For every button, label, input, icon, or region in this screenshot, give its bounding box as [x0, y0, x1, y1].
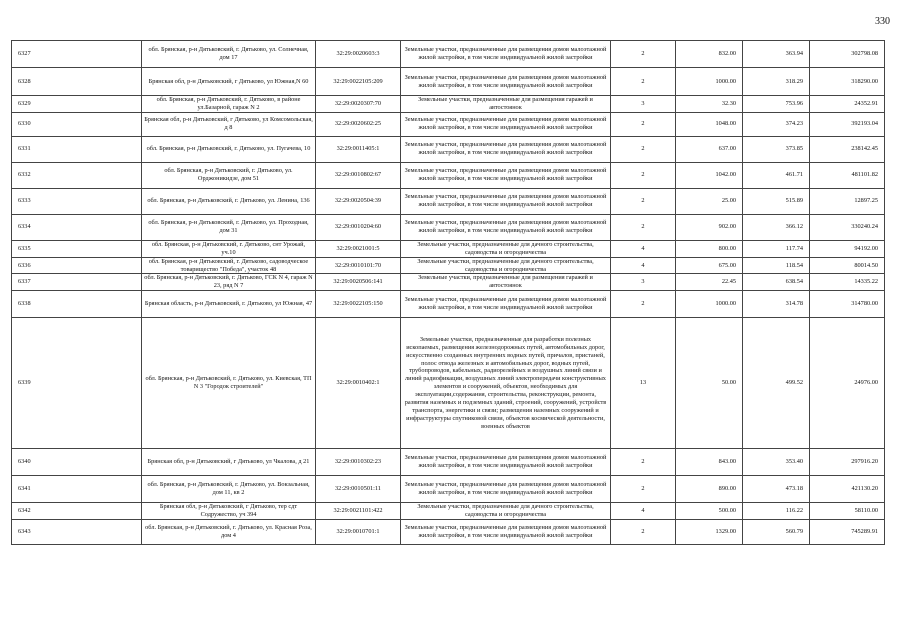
- address-cell: Брянская обл, р-н Дятьковский, г Дятьково, ул Комсомольская, д 8: [142, 112, 316, 136]
- cadastral-number-cell: 32:29:0010701:1: [316, 520, 401, 545]
- specific-value-cell: 117.74: [743, 240, 810, 257]
- land-use-cell: Земельные участки, предназначенные для размещения домов малоэтажной жилой застройки, в том числе индивидуальной жилой застройки: [401, 136, 611, 162]
- land-registry-table: [11, 40, 885, 545]
- land-use-cell: Земельные участки, предназначенные для размещения домов малоэтажной жилой застройки, в том числе индивидуальной жилой застройки: [401, 112, 611, 136]
- row-number-cell: 6336: [12, 257, 142, 274]
- land-use-cell: Земельные участки, предназначенные для размещения домов малоэтажной жилой застройки, в том числе индивидуальной жилой застройки: [401, 520, 611, 545]
- area-cell: 1329.00: [676, 520, 743, 545]
- specific-value-cell: 374.23: [743, 112, 810, 136]
- table-row: [12, 274, 885, 291]
- address-cell: обл. Брянская, р-н Дятьковский, г. Дятьково, ул. Орджоникидзе, дом 51: [142, 162, 316, 188]
- land-use-cell: Земельные участки, предназначенные для размещения гаражей и автостоянок: [401, 96, 611, 113]
- cadastral-number-cell: 32:29:0010402:1: [316, 318, 401, 449]
- specific-value-cell: 118.54: [743, 257, 810, 274]
- row-number-cell: 6333: [12, 188, 142, 214]
- specific-value-cell: 499.52: [743, 318, 810, 449]
- cadastral-number-cell: 32:29:0010204:60: [316, 214, 401, 240]
- area-cell: 1000.00: [676, 68, 743, 96]
- area-cell: 902.00: [676, 214, 743, 240]
- cadastral-number-cell: 32:29:0010302:23: [316, 449, 401, 476]
- area-cell: 890.00: [676, 476, 743, 503]
- cadastral-number-cell: 32:29:0010101:70: [316, 257, 401, 274]
- category-cell: 2: [611, 136, 676, 162]
- category-cell: 3: [611, 274, 676, 291]
- cadastral-value-cell: 12897.25: [810, 188, 885, 214]
- address-cell: обл. Брянская, р-н Дятьковский, г. Дятьково, ул. Киевская, ТП N 3 "Городок строителей": [142, 318, 316, 449]
- area-cell: 832.00: [676, 41, 743, 68]
- cadastral-value-cell: 14335.22: [810, 274, 885, 291]
- address-cell: обл. Брянская, р-н Дятьковский, г. Дятьково, ул. Солнечная, дом 17: [142, 41, 316, 68]
- row-number-cell: 6335: [12, 240, 142, 257]
- category-cell: 2: [611, 449, 676, 476]
- table-row: [12, 96, 885, 113]
- area-cell: 32.30: [676, 96, 743, 113]
- category-cell: 2: [611, 214, 676, 240]
- specific-value-cell: 515.89: [743, 188, 810, 214]
- category-cell: 2: [611, 41, 676, 68]
- land-use-cell: Земельные участки, предназначенные для размещения домов малоэтажной жилой застройки, в том числе индивидуальной жилой застройки: [401, 214, 611, 240]
- specific-value-cell: 116.22: [743, 503, 810, 520]
- cadastral-value-cell: 94192.00: [810, 240, 885, 257]
- category-cell: 2: [611, 112, 676, 136]
- land-use-cell: Земельные участки, предназначенные для размещения домов малоэтажной жилой застройки, в том числе индивидуальной жилой застройки: [401, 162, 611, 188]
- address-cell: обл. Брянская, р-н Дятьковский, г. Дятьково, ул. Пугачева, 10: [142, 136, 316, 162]
- area-cell: 675.00: [676, 257, 743, 274]
- specific-value-cell: 753.96: [743, 96, 810, 113]
- area-cell: 1042.00: [676, 162, 743, 188]
- table-row: [12, 291, 885, 318]
- table-row: [12, 257, 885, 274]
- row-number-cell: 6328: [12, 68, 142, 96]
- cadastral-value-cell: 302798.08: [810, 41, 885, 68]
- cadastral-value-cell: 421130.20: [810, 476, 885, 503]
- land-use-cell: Земельные участки, предназначенные для дачного строительства, садоводства и огородничества: [401, 257, 611, 274]
- row-number-cell: 6339: [12, 318, 142, 449]
- area-cell: 800.00: [676, 240, 743, 257]
- specific-value-cell: 461.71: [743, 162, 810, 188]
- cadastral-value-cell: 238142.45: [810, 136, 885, 162]
- address-cell: обл. Брянская, р-н Дятьковский, г. Дятьково, ул. Красная Роза, дом 4: [142, 520, 316, 545]
- table-row: [12, 188, 885, 214]
- specific-value-cell: 473.18: [743, 476, 810, 503]
- category-cell: 2: [611, 68, 676, 96]
- row-number-cell: 6334: [12, 214, 142, 240]
- address-cell: обл. Брянская, р-н Дятьковский, г. Дятьково, снт Урожай, уч.10: [142, 240, 316, 257]
- cadastral-value-cell: 392193.04: [810, 112, 885, 136]
- specific-value-cell: 366.12: [743, 214, 810, 240]
- table-row: [12, 240, 885, 257]
- cadastral-number-cell: 32:29:0010802:67: [316, 162, 401, 188]
- cadastral-value-cell: 330240.24: [810, 214, 885, 240]
- cadastral-value-cell: 24976.00: [810, 318, 885, 449]
- address-cell: обл. Брянская, р-н Дятьковский, г. Дятьково, садоводческое товарищество "Победа", участок 48: [142, 257, 316, 274]
- table-row: [12, 112, 885, 136]
- row-number-cell: 6341: [12, 476, 142, 503]
- land-use-cell: Земельные участки, предназначенные для дачного строительства, садоводства и огородничества: [401, 503, 611, 520]
- land-use-cell: Земельные участки, предназначенные для размещения гаражей и автостоянок: [401, 274, 611, 291]
- category-cell: 13: [611, 318, 676, 449]
- address-cell: Брянская обл, р-н Дятьковский, г Дятьково, ул Южная,N 60: [142, 68, 316, 96]
- address-cell: Брянская обл, р-н Дятьковский, г Дятьково, тер сдт Содружество, уч 394: [142, 503, 316, 520]
- row-number-cell: 6329: [12, 96, 142, 113]
- specific-value-cell: 318.29: [743, 68, 810, 96]
- cadastral-number-cell: 32:29:0022105:150: [316, 291, 401, 318]
- land-use-cell: Земельные участки, предназначенные для разработки полезных ископаемых, размещения железнодорожных путей, автомобильных дорог, искусственно созданных внутренних водных путей, причалов, пристаней, полос отвода железных и автомобильных дорог, водных путей, трубопроводов, кабельных, радиорелейных и воздушных линий связи и линий радиофикации, воздушных линий электропередачи конструктивных элементов и сооружений, объектов, необходимых для эксплуатации,содержания, строительства, реконструкции, ремонта, развития наземных и подземных зданий, строений, сооружений, устройств транспорта, энергетики и связи; размещения наземных сооружений и инфраструктуры спутниковой связи, объектов космической деятельности, военных объектов: [401, 318, 611, 449]
- area-cell: 25.00: [676, 188, 743, 214]
- cadastral-value-cell: 745289.91: [810, 520, 885, 545]
- specific-value-cell: 560.79: [743, 520, 810, 545]
- row-number-cell: 6340: [12, 449, 142, 476]
- table-row: [12, 214, 885, 240]
- specific-value-cell: 353.40: [743, 449, 810, 476]
- row-number-cell: 6332: [12, 162, 142, 188]
- category-cell: 4: [611, 240, 676, 257]
- specific-value-cell: 314.78: [743, 291, 810, 318]
- row-number-cell: 6338: [12, 291, 142, 318]
- category-cell: 2: [611, 291, 676, 318]
- cadastral-number-cell: 32:29:0011405:1: [316, 136, 401, 162]
- address-cell: обл. Брянская, р-н Дятьковский, г. Дятьково, ул. Проходная, дом 31: [142, 214, 316, 240]
- table-row: [12, 503, 885, 520]
- table-row: [12, 41, 885, 68]
- area-cell: 1000.00: [676, 291, 743, 318]
- cadastral-value-cell: 481101.82: [810, 162, 885, 188]
- area-cell: 22.45: [676, 274, 743, 291]
- cadastral-number-cell: 32:29:0021001:5: [316, 240, 401, 257]
- cadastral-value-cell: 314780.00: [810, 291, 885, 318]
- cadastral-number-cell: 32:29:0020506:141: [316, 274, 401, 291]
- area-cell: 50.00: [676, 318, 743, 449]
- category-cell: 2: [611, 476, 676, 503]
- category-cell: 3: [611, 96, 676, 113]
- area-cell: 500.00: [676, 503, 743, 520]
- category-cell: 2: [611, 520, 676, 545]
- land-use-cell: Земельные участки, предназначенные для размещения домов малоэтажной жилой застройки, в том числе индивидуальной жилой застройки: [401, 188, 611, 214]
- table-row: [12, 162, 885, 188]
- land-use-cell: Земельные участки, предназначенные для размещения домов малоэтажной жилой застройки, в том числе индивидуальной жилой застройки: [401, 68, 611, 96]
- table-row: [12, 136, 885, 162]
- area-cell: 637.00: [676, 136, 743, 162]
- table-row: [12, 476, 885, 503]
- cadastral-number-cell: 32:29:0010501:11: [316, 476, 401, 503]
- land-use-cell: Земельные участки, предназначенные для размещения домов малоэтажной жилой застройки, в том числе индивидуальной жилой застройки: [401, 476, 611, 503]
- address-cell: обл. Брянская, р-н Дятьковский, г. Дятьково, ГСК N 4, гараж N 23, ряд N 7: [142, 274, 316, 291]
- cadastral-number-cell: 32:29:0021101:422: [316, 503, 401, 520]
- category-cell: 2: [611, 162, 676, 188]
- area-cell: 1048.00: [676, 112, 743, 136]
- cadastral-value-cell: 58110.00: [810, 503, 885, 520]
- table-row: [12, 318, 885, 449]
- cadastral-number-cell: 32:29:0022105:209: [316, 68, 401, 96]
- land-use-cell: Земельные участки, предназначенные для размещения домов малоэтажной жилой застройки, в том числе индивидуальной жилой застройки: [401, 449, 611, 476]
- cadastral-number-cell: 32:29:0020504:39: [316, 188, 401, 214]
- cadastral-value-cell: 297916.20: [810, 449, 885, 476]
- address-cell: обл. Брянская, р-н Дятьковский, г. Дятьково, в районе ул.Базарной, гараж N 2: [142, 96, 316, 113]
- address-cell: обл. Брянская, р-н Дятьковский, г. Дятьково, ул. Ленина, 136: [142, 188, 316, 214]
- table-row: [12, 68, 885, 96]
- registry-body: [12, 41, 885, 545]
- specific-value-cell: 373.85: [743, 136, 810, 162]
- row-number-cell: 6342: [12, 503, 142, 520]
- row-number-cell: 6331: [12, 136, 142, 162]
- category-cell: 4: [611, 503, 676, 520]
- address-cell: Брянская обл, р-н Дятьковский, г Дятьково, ул Чкалова, д 21: [142, 449, 316, 476]
- address-cell: обл. Брянская, р-н Дятьковский, г. Дятьково, ул. Вокзальная, дом 11, кв 2: [142, 476, 316, 503]
- cadastral-value-cell: 24352.91: [810, 96, 885, 113]
- cadastral-value-cell: 318290.00: [810, 68, 885, 96]
- address-cell: Брянская область, р-н Дятьковский, г. Дятьково, ул Южная, 47: [142, 291, 316, 318]
- cadastral-number-cell: 32:29:0020603:3: [316, 41, 401, 68]
- land-use-cell: Земельные участки, предназначенные для размещения домов малоэтажной жилой застройки, в том числе индивидуальной жилой застройки: [401, 291, 611, 318]
- row-number-cell: 6337: [12, 274, 142, 291]
- row-number-cell: 6343: [12, 520, 142, 545]
- land-use-cell: Земельные участки, предназначенные для размещения домов малоэтажной жилой застройки, в том числе индивидуальной жилой застройки: [401, 41, 611, 68]
- cadastral-number-cell: 32:29:0020602:25: [316, 112, 401, 136]
- area-cell: 843.00: [676, 449, 743, 476]
- table-row: [12, 449, 885, 476]
- page-number: 330: [875, 16, 890, 27]
- category-cell: 2: [611, 188, 676, 214]
- specific-value-cell: 638.54: [743, 274, 810, 291]
- row-number-cell: 6327: [12, 41, 142, 68]
- table-row: [12, 520, 885, 545]
- land-use-cell: Земельные участки, предназначенные для дачного строительства, садоводства и огородничества: [401, 240, 611, 257]
- cadastral-value-cell: 80014.50: [810, 257, 885, 274]
- specific-value-cell: 363.94: [743, 41, 810, 68]
- cadastral-number-cell: 32:29:0020307:70: [316, 96, 401, 113]
- category-cell: 4: [611, 257, 676, 274]
- row-number-cell: 6330: [12, 112, 142, 136]
